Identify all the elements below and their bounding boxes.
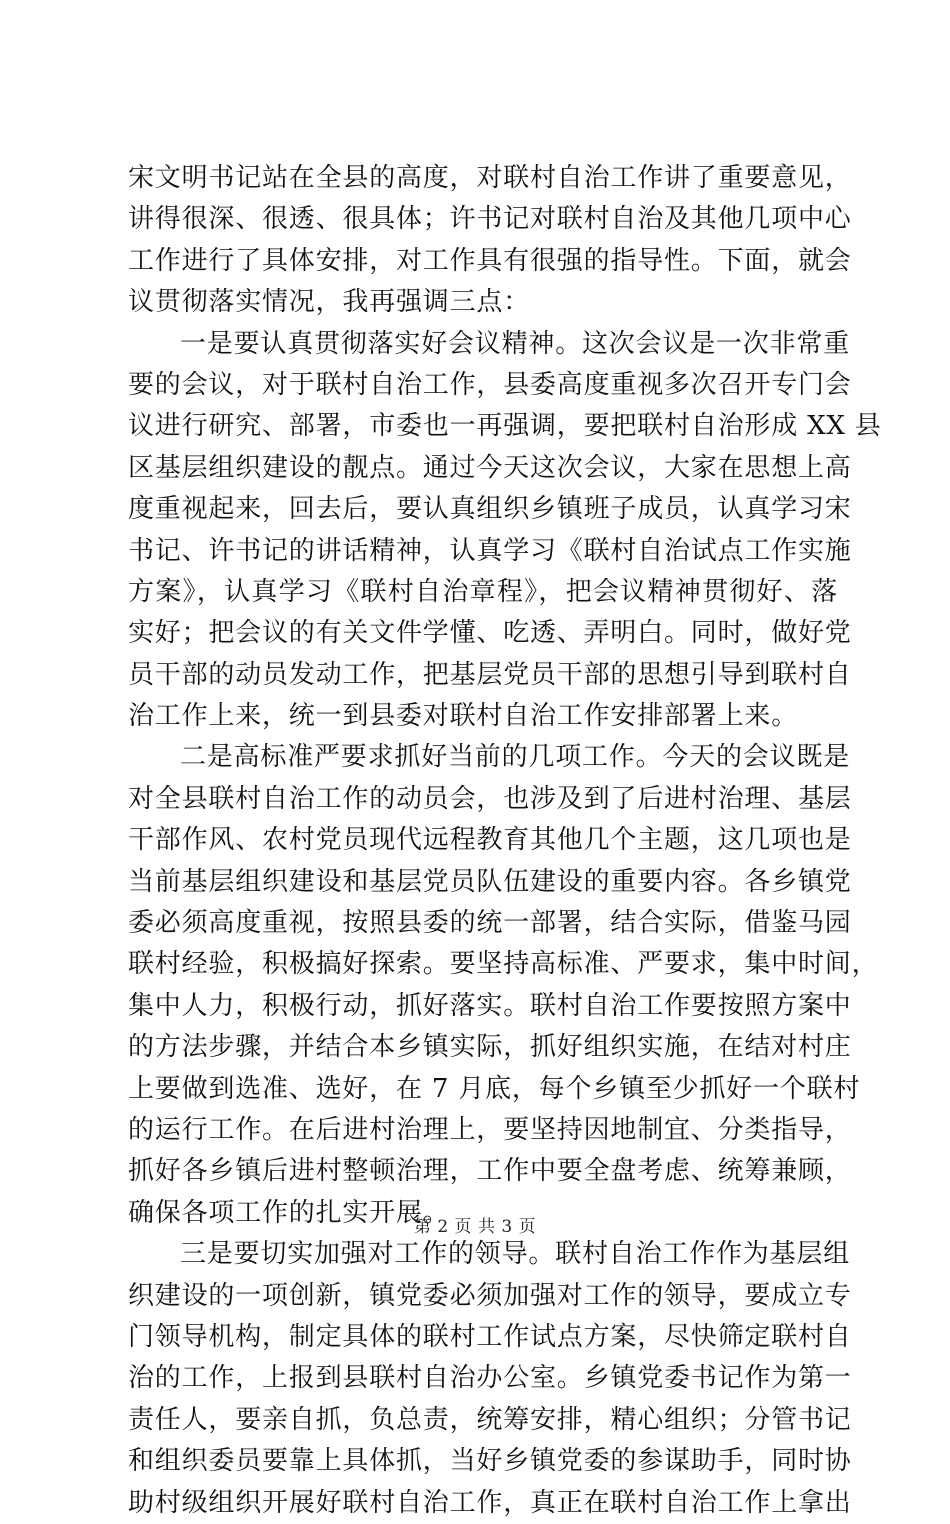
text-line: 议贯彻落实情况，我再强调三点： <box>128 287 531 318</box>
text-line: 讲得很深、很透、很具体；许书记对联村自治及其他几项中心 <box>128 204 852 235</box>
text-line: 实好；把会议的有关文件学懂、吃透、弄明白。同时，做好党 <box>128 618 852 649</box>
text-line: 助村级组织开展好联村自治工作，真正在联村自治工作上拿出 <box>128 1487 852 1518</box>
text-line: 方案》，认真学习《联村自治章程》，把会议精神贯彻好、落 <box>128 576 838 607</box>
text-line: 要的会议，对于联村自治工作，县委高度重视多次召开专门会 <box>128 369 852 400</box>
text-line: 联村经验，积极搞好探索。要坚持高标准、严要求，集中时间， <box>128 949 879 980</box>
page-footer: 第 2 页 共 3 页 <box>413 1217 537 1237</box>
text-line: 织建设的一项创新，镇党委必须加强对工作的领导，要成立专 <box>128 1280 852 1311</box>
text-line: 集中人力，积极行动，抓好落实。联村自治工作要按照方案中 <box>128 990 852 1021</box>
text-line: 员干部的动员发动工作，把基层党员干部的思想引导到联村自 <box>128 659 852 690</box>
text-line: 当前基层组织建设和基层党员队伍建设的重要内容。各乡镇党 <box>128 866 852 897</box>
text-line: 议进行研究、部署，市委也一再强调，要把联村自治形成 XX 县 <box>128 411 882 442</box>
text-line: 治的工作，上报到县联村自治办公室。乡镇党委书记作为第一 <box>128 1363 852 1394</box>
text-line: 责任人，要亲自抓，负总责，统筹安排，精心组织；分管书记 <box>128 1404 852 1435</box>
text-line: 工作进行了具体安排，对工作具有很强的指导性。下面，就会 <box>128 245 852 276</box>
text-line: 委必须高度重视，按照县委的统一部署，结合实际，借鉴马园 <box>128 908 852 939</box>
text-line: 度重视起来，回去后，要认真组织乡镇班子成员，认真学习宋 <box>128 494 852 525</box>
text-line: 对全县联村自治工作的动员会，也涉及到了后进村治理、基层 <box>128 783 852 814</box>
text-line: 一是要认真贯彻落实好会议精神。这次会议是一次非常重 <box>180 328 851 359</box>
text-line: 门领导机构，制定具体的联村工作试点方案，尽快筛定联村自 <box>128 1321 852 1352</box>
text-line: 三是要切实加强对工作的领导。联村自治工作作为基层组 <box>180 1239 851 1270</box>
document-body <box>128 158 882 1524</box>
text-line: 区基层组织建设的靓点。通过今天这次会议，大家在思想上高 <box>128 452 852 483</box>
text-line: 和组织委员要靠上具体抓，当好乡镇党委的参谋助手，同时协 <box>128 1446 852 1477</box>
text-line: 宋文明书记站在全县的高度，对联村自治工作讲了重要意见， <box>128 163 852 193</box>
text-line: 上要做到选准、选好，在 7 月底，每个乡镇至少抓好一个联村 <box>128 1073 861 1104</box>
text-line: 二是高标准严要求抓好当前的几项工作。今天的会议既是 <box>180 742 851 773</box>
text-line: 书记、许书记的讲话精神，认真学习《联村自治试点工作实施 <box>128 535 852 566</box>
text-line: 治工作上来，统一到县委对联村自治工作安排部署上来。 <box>128 701 799 732</box>
text-line: 的运行工作。在后进村治理上，要坚持因地制宜、分类指导， <box>128 1114 852 1145</box>
text-line: 确保各项工作的扎实开展。 <box>128 1197 450 1228</box>
text-line: 抓好各乡镇后进村整顿治理，工作中要全盘考虑、统筹兼顾， <box>128 1156 852 1187</box>
text-line: 的方法步骤，并结合本乡镇实际，抓好组织实施，在结对村庄 <box>128 1032 852 1063</box>
text-line: 干部作风、农村党员现代远程教育其他几个主题，这几项也是 <box>128 825 852 856</box>
